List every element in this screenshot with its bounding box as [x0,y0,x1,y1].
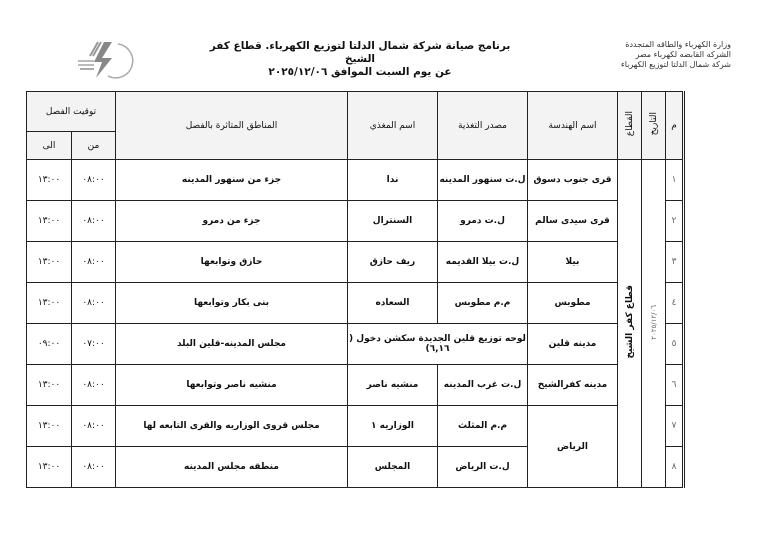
header-feeder: اسم المغذي [348,92,438,160]
cell-source: م.م مطوبس [438,283,528,324]
cell-areas: منطقه مجلس المدينه [116,447,348,488]
cell-areas: منشيه ناصر وتوابعها [116,365,348,406]
maintenance-table [26,91,685,488]
header-from: من [72,132,116,160]
title-line-2: عن يوم السبت الموافق ٢٠٢٥/١٢/٠٦ [268,66,452,78]
ministry-line: شركة شمال الدلتا لتوزيع الكهرباء [620,60,731,69]
table-row [27,242,684,283]
cell-from: ٠٨:٠٠ [72,406,116,447]
cell-to: ١٣:٠٠ [27,160,72,201]
cell-areas: بنى بكار وتوابعها [116,283,348,324]
table-row [27,283,684,324]
cell-feeder: ندا [348,160,438,201]
cell-engineering: قرى سيدى سالم [528,201,618,242]
ministry-line: الشركه القابضه لكهرباء مصر [635,50,731,59]
cell-areas: مجلس قروى الوزاريه والقرى التابعه لها [116,406,348,447]
table-row [27,365,684,406]
cell-source: ل.ت الرياض [438,447,528,488]
table-row [27,160,684,201]
cell-to: ١٣:٠٠ [27,447,72,488]
cell-feeder: المجلس [348,447,438,488]
cell-num: ٤ [666,283,684,324]
cell-to: ١٣:٠٠ [27,201,72,242]
cell-source: ل.ت سنهور المدينه [438,160,528,201]
cell-from: ٠٨:٠٠ [72,242,116,283]
cell-sector [618,160,642,488]
cell-engineering: الرياض [528,406,618,488]
cell-source: م.م المثلث [438,406,528,447]
cell-areas: جزء من دمرو [116,201,348,242]
header-source: مصدر التغذية [438,92,528,160]
cell-feeder: منشيه ناصر [348,365,438,406]
ministry-line: وزارة الكهرباء والطاقه المتجددة [625,40,731,49]
cell-engineering: بيلا [528,242,618,283]
header-time: توقيت الفصل [27,92,116,132]
cell-to: ١٣:٠٠ [27,365,72,406]
cell-from: ٠٨:٠٠ [72,447,116,488]
cell-engineering: مطوبس [528,283,618,324]
header-to: الى [27,132,72,160]
cell-areas: مجلس المدينه-قلين البلد [116,324,348,365]
cell-areas: جزء من سنهور المدينه [116,160,348,201]
cell-from: ٠٧:٠٠ [72,324,116,365]
cell-feeder: ريف حازق [348,242,438,283]
cell-from: ٠٨:٠٠ [72,160,116,201]
header-date [642,92,666,160]
date-value: ٢٠٢٥/١٢/٠٦ [649,304,658,340]
cell-num: ٣ [666,242,684,283]
cell-feeder: الوزاريه ١ [348,406,438,447]
title-line-1: برنامج صيانة شركة شمال الدلتا لتوزيع الكهرباء. قطاع كفر الشيخ [209,40,511,65]
cell-engineering: مدينه قلين [528,324,618,365]
cell-source: ل.ت غرب المدينه [438,365,528,406]
cell-num: ٥ [666,324,684,365]
document-title [200,40,520,79]
cell-to: ٠٩:٠٠ [27,324,72,365]
header-date-label: التاريخ [648,112,659,136]
header-areas: المناطق المتاثرة بالفصل [116,92,348,160]
table-row [27,324,684,365]
cell-num: ٦ [666,365,684,406]
table-row [27,201,684,242]
cell-feeder: السعاده [348,283,438,324]
table-row [27,406,684,447]
cell-from: ٠٨:٠٠ [72,365,116,406]
lightning-logo-icon [78,38,138,80]
cell-engineering: قرى جنوب دسوق [528,160,618,201]
header-sector-label: القطاع [624,111,635,137]
cell-areas: حازق وتوابعها [116,242,348,283]
cell-date [642,160,666,488]
sector-value: قطاع كفر الشيخ [624,285,635,359]
cell-to: ١٣:٠٠ [27,242,72,283]
cell-source: ل.ت دمرو [438,201,528,242]
cell-engineering: مدينه كفرالشيخ [528,365,618,406]
header-engineering: اسم الهندسة [528,92,618,160]
cell-source: ل.ت بيلا القديمه [438,242,528,283]
cell-feeder: السنترال [348,201,438,242]
cell-to: ١٣:٠٠ [27,406,72,447]
ministry-header [561,40,731,70]
header-sector [618,92,642,160]
cell-num: ٧ [666,406,684,447]
cell-num: ١ [666,160,684,201]
cell-source-feeder: لوحه توزيع قلين الجديدة سكشن دخول ( ٦,١٦) [348,324,528,365]
cell-to: ١٣:٠٠ [27,283,72,324]
cell-from: ٠٨:٠٠ [72,283,116,324]
cell-from: ٠٨:٠٠ [72,201,116,242]
header-num: م [666,92,684,160]
cell-num: ٢ [666,201,684,242]
cell-num: ٨ [666,447,684,488]
